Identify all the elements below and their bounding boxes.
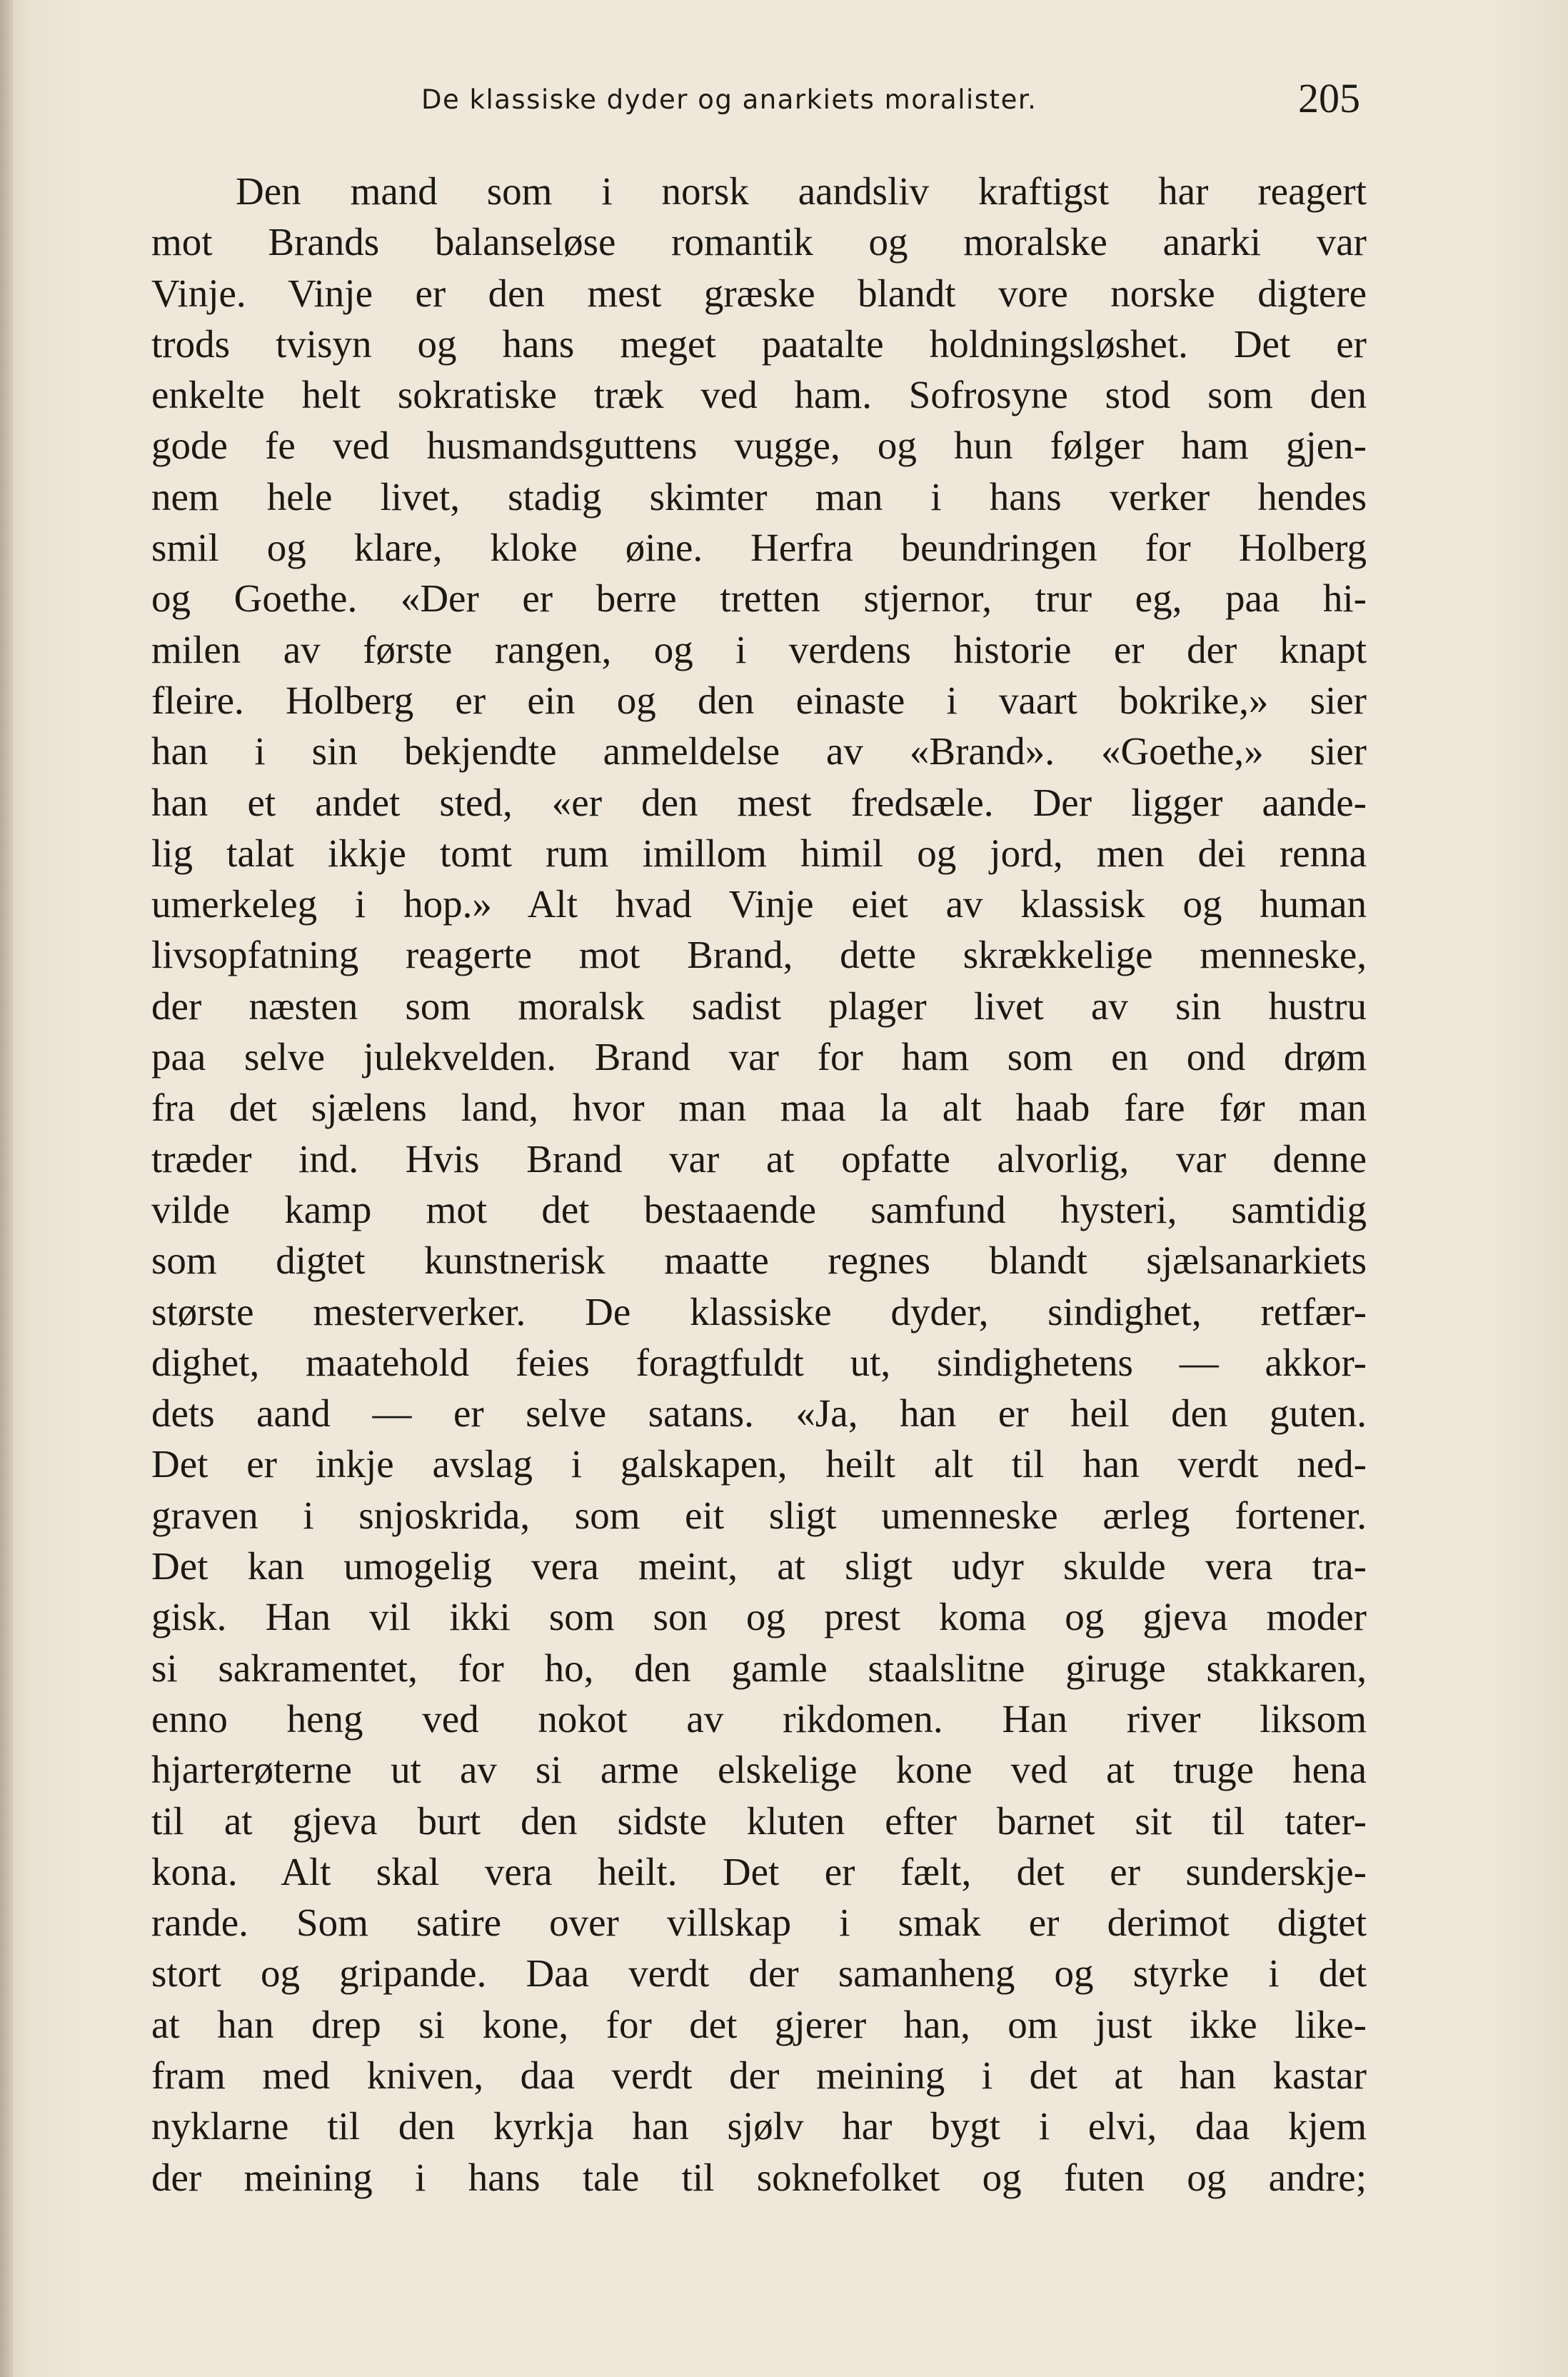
text-line: han i sin bekjendte anmeldelse av «Brand». «Goethe,» sier: [151, 729, 1367, 774]
text-line: umerkeleg i hop.» Alt hvad Vinje eiet av klassisk og human: [151, 882, 1367, 926]
text-line: stort og gripande. Daa verdt der samanheng og styrke i det: [151, 1951, 1367, 1996]
text-line: som digtet kunstnerisk maatte regnes blandt sjælsanarkiets: [151, 1238, 1367, 1283]
text-line: han et andet sted, «er den mest fredsæle. Der ligger aande-: [151, 780, 1367, 824]
text-line: si sakramentet, for ho, den gamle staalslitne giruge stakkaren,: [151, 1646, 1367, 1690]
text-line: og Goethe. «Der er berre tretten stjernor, trur eg, paa hi-: [151, 576, 1367, 621]
body-text: [151, 166, 1367, 2203]
text-line: at han drep si kone, for det gjerer han, om just ikke like-: [151, 2002, 1367, 2046]
text-line: enno heng ved nokot av rikdomen. Han river liksom: [151, 1696, 1367, 1741]
text-line: kona. Alt skal vera heilt. Det er fælt, det er sunderskje-: [151, 1849, 1367, 1893]
text-line: træder ind. Hvis Brand var at opfatte alvorlig, var denne: [151, 1136, 1367, 1181]
text-line: lig talat ikkje tomt rum imillom himil og jord, men dei renna: [151, 831, 1367, 875]
text-line: mot Brands balanseløse romantik og moralske anarki var: [151, 220, 1367, 264]
text-line: nem hele livet, stadig skimter man i hans verker hendes: [151, 474, 1367, 519]
text-line: der næsten som moralsk sadist plager livet av sin hustru: [151, 984, 1367, 1028]
text-line: paa selve julekvelden. Brand var for ham som en ond drøm: [151, 1035, 1367, 1079]
text-line: til at gjeva burt den sidste kluten efter barnet sit til tater-: [151, 1798, 1367, 1843]
text-line: enkelte helt sokratiske træk ved ham. Sofrosyne stod som den: [151, 373, 1367, 417]
text-line: vilde kamp mot det bestaaende samfund hysteri, samtidig: [151, 1187, 1367, 1231]
text-line: Det kan umogelig vera meint, at sligt udyr skulde vera tra-: [151, 1544, 1367, 1588]
text-line: milen av første rangen, og i verdens historie er der knapt: [151, 627, 1367, 671]
text-line: graven i snjoskrida, som eit sligt umenneske ærleg fortener.: [151, 1493, 1367, 1537]
text-line: gode fe ved husmandsguttens vugge, og hun følger ham gjen-: [151, 424, 1367, 468]
text-line: livsopfatning reagerte mot Brand, dette skrækkelige menneske,: [151, 933, 1367, 977]
text-line: der meining i hans tale til soknefolket og futen og andre;: [151, 2155, 1367, 2199]
text-line: Den mand som i norsk aandsliv kraftigst har reagert: [236, 169, 1367, 213]
text-line: nyklarne til den kyrkja han sjølv har bygt i elvi, daa kjem: [151, 2104, 1367, 2148]
text-line: fra det sjælens land, hvor man maa la alt haab fare før man: [151, 1086, 1367, 1130]
text-line: trods tvisyn og hans meget paatalte holdningsløshet. Det er: [151, 321, 1367, 366]
page-number: 205: [1298, 75, 1360, 121]
text-line: Det er inkje avslag i galskapen, heilt alt til han verdt ned-: [151, 1442, 1367, 1486]
text-line: Vinje. Vinje er den mest græske blandt vore norske digtere: [151, 271, 1367, 315]
text-line: dighet, maatehold feies foragtfuldt ut, sindighetens — akkor-: [151, 1340, 1367, 1384]
page-gutter: [0, 0, 13, 2377]
text-line: rande. Som satire over villskap i smak er derimot digtet: [151, 1901, 1367, 1945]
text-line: fleire. Holberg er ein og den einaste i vaart bokrike,» sier: [151, 678, 1367, 722]
text-line: smil og klare, kloke øine. Herfra beundringen for Holberg: [151, 526, 1367, 570]
text-line: fram med kniven, daa verdt der meining i det at han kastar: [151, 2053, 1367, 2097]
text-line: gisk. Han vil ikki som son og prest koma og gjeva moder: [151, 1595, 1367, 1639]
text-line: dets aand — er selve satans. «Ja, han er heil den guten.: [151, 1391, 1367, 1436]
text-line: største mesterverker. De klassiske dyder, sindighet, retfær-: [151, 1289, 1367, 1333]
running-title: De klassiske dyder og anarkiets moralister.: [421, 84, 1037, 115]
text-line: hjarterøterne ut av si arme elskelige kone ved at truge hena: [151, 1748, 1367, 1792]
